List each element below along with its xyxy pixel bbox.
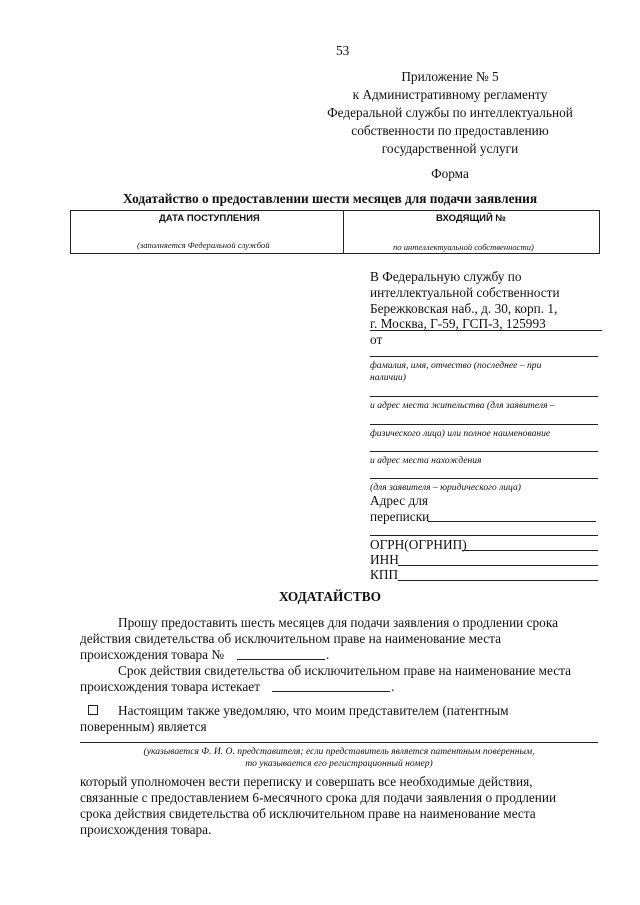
- paragraph-3-line-2: поверенным) является: [80, 719, 207, 734]
- paragraph-2-line-2: происхождения товара истекает: [80, 679, 261, 694]
- appendix-line-3: Федеральной службы по интеллектуальной: [327, 105, 573, 120]
- appendix-line-5: государственной услуги: [381, 141, 519, 156]
- petition-heading: ХОДАТАЙСТВО: [278, 589, 382, 604]
- period-mark: .: [326, 647, 330, 662]
- page-number: 53: [336, 43, 350, 58]
- kpp-label: КПП: [370, 567, 399, 582]
- expiry-date-field[interactable]: [272, 691, 390, 692]
- name-field-line[interactable]: [370, 356, 598, 357]
- paragraph-4-line-1: который уполномочен вести переписку и совершать все необходимые действия,: [80, 774, 533, 789]
- inn-label: ИНН: [370, 552, 399, 567]
- paragraph-4-line-2: связанные с предоставлением 6-месячного срока для подачи заявления о продлении: [80, 790, 557, 805]
- date-received-header: ДАТА ПОСТУПЛЕНИЯ: [159, 213, 260, 224]
- location-field-line[interactable]: [370, 451, 598, 452]
- hint-org-name: физического лица) или полное наименование: [370, 428, 551, 439]
- document-title: Ходатайство о предоставлении шести месяцев для подачи заявления: [122, 191, 538, 206]
- hint-location: и адрес места нахождения: [370, 455, 482, 466]
- address-label-2: переписки: [370, 509, 430, 524]
- appendix-line-4: собственности по предоставлению: [351, 123, 549, 138]
- period-mark-2: .: [391, 679, 395, 694]
- addressee-line-1: В Федеральную службу по: [370, 269, 522, 284]
- address-label-1: Адрес для: [370, 493, 428, 508]
- representative-note-1: (указывается Ф. И. О. представителя; если представитель является патентным поверенным,: [143, 746, 535, 757]
- representative-checkbox[interactable]: [88, 705, 98, 715]
- incoming-number-header: ВХОДЯЩИЙ №: [436, 213, 507, 224]
- registration-table: [70, 210, 600, 254]
- ogrn-label: ОГРН(ОГРНИП): [370, 537, 467, 552]
- appendix-line-2: к Административному регламенту: [352, 87, 548, 102]
- representative-field-line[interactable]: [80, 742, 598, 743]
- paragraph-1-line-2: действия свидетельства об исключительном праве на наименование места: [80, 631, 502, 646]
- table-divider: [343, 211, 344, 253]
- certificate-number-field[interactable]: [237, 659, 325, 660]
- number-note: по интеллектуальной собственности): [393, 242, 534, 252]
- hint-residence: и адрес места жительства (для заявителя –: [370, 400, 555, 411]
- representative-note-2: то указывается его регистрационный номер): [245, 758, 433, 769]
- kpp-field-line[interactable]: [398, 580, 598, 581]
- hint-name-1: фамилия, имя, отчество (последнее – при: [370, 360, 542, 371]
- addressee-line-3: Бережковская наб., д. 30, корп. 1,: [370, 301, 558, 316]
- hint-legal-entity: (для заявителя – юридического лица): [370, 482, 521, 493]
- hint-name-2: наличии): [370, 372, 406, 383]
- paragraph-3-line-1: Настоящим также уведомляю, что моим представителем (патентным: [118, 703, 509, 718]
- inn-field-line[interactable]: [398, 565, 598, 566]
- addressee-line-4: г. Москва, Г-59, ГСП-3, 125993: [370, 316, 546, 331]
- form-label: Форма: [431, 166, 469, 181]
- addressee-underline: [370, 330, 602, 331]
- date-note: (заполняется Федеральной службой: [137, 240, 270, 250]
- legal-entity-field-line[interactable]: [370, 478, 598, 479]
- paragraph-4-line-4: происхождения товара.: [80, 822, 212, 837]
- paragraph-2-line-1: Срок действия свидетельства об исключительном праве на наименование места: [118, 663, 571, 678]
- ogrn-field-line[interactable]: [462, 550, 598, 551]
- org-name-field-line[interactable]: [370, 424, 598, 425]
- paragraph-1-line-1: Прошу предоставить шесть месяцев для подачи заявления о продлении срока: [118, 615, 558, 630]
- address-field-line[interactable]: [428, 521, 596, 522]
- paragraph-4-line-3: срока действия свидетельства об исключительном праве на наименование места: [80, 806, 536, 821]
- appendix-line-1: Приложение № 5: [401, 69, 499, 84]
- addressee-line-2: интеллектуальной собственности: [370, 285, 560, 300]
- paragraph-1-line-3: происхождения товара №: [80, 647, 225, 662]
- from-label: от: [370, 332, 383, 347]
- residence-field-line[interactable]: [370, 396, 598, 397]
